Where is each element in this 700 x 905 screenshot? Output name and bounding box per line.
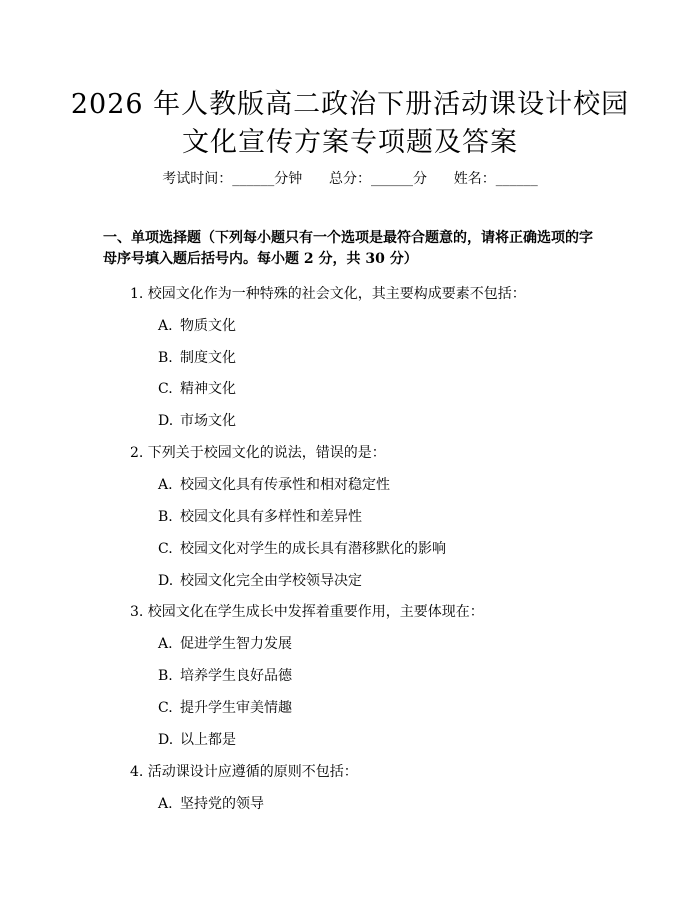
option-letter: A. xyxy=(158,636,173,652)
option-item xyxy=(158,665,292,685)
option-letter: D. xyxy=(158,413,174,429)
option-item xyxy=(158,315,236,335)
option-item xyxy=(158,538,446,558)
option-text: 校园文化具有多样性和差异性 xyxy=(180,509,362,525)
option-item xyxy=(158,474,390,494)
option-text: 校园文化对学生的成长具有潜移默化的影响 xyxy=(180,541,446,557)
option-text: 制度文化 xyxy=(180,350,236,366)
option-text: 坚持党的领导 xyxy=(180,796,264,812)
option-text: 培养学生良好品德 xyxy=(180,668,292,684)
option-item xyxy=(158,378,236,398)
section-heading: 一、单项选择题（下列每小题只有一个选项是最符合题意的，请将正确选项的字母序号填入题后括号内。每小题 2 分，共 30 分） xyxy=(103,230,593,267)
question-stem: 1. 校园文化作为一种特殊的社会文化，其主要构成要素不包括： xyxy=(130,286,526,302)
option-letter: A. xyxy=(158,477,173,493)
option-text: 校园文化具有传承性和相对稳定性 xyxy=(180,477,390,493)
exam-info: 考试时间：______分钟 总分：______分 姓名：______ xyxy=(162,171,538,187)
option-item xyxy=(158,570,362,590)
option-item xyxy=(158,506,362,526)
option-letter: A. xyxy=(158,318,173,334)
option-text: 物质文化 xyxy=(180,318,236,334)
question-stem: 2. 下列关于校园文化的说法，错误的是： xyxy=(130,445,386,461)
option-text: 提升学生审美情趣 xyxy=(180,700,292,716)
title-line-2: 文化宣传方案专项题及答案 xyxy=(182,127,518,158)
option-text: 精神文化 xyxy=(180,381,236,397)
option-item xyxy=(158,697,292,717)
option-letter: C. xyxy=(158,700,173,716)
option-letter: B. xyxy=(158,350,173,366)
option-letter: B. xyxy=(158,668,173,684)
option-text: 促进学生智力发展 xyxy=(180,636,292,652)
option-item xyxy=(158,410,236,430)
question-stem: 3. 校园文化在学生成长中发挥着重要作用，主要体现在： xyxy=(130,604,484,620)
option-item xyxy=(158,633,292,653)
option-letter: B. xyxy=(158,509,173,525)
option-text: 以上都是 xyxy=(180,732,236,748)
option-letter: C. xyxy=(158,541,173,557)
option-text: 校园文化完全由学校领导决定 xyxy=(180,573,362,589)
option-letter: D. xyxy=(158,732,174,748)
option-letter: C. xyxy=(158,381,173,397)
option-letter: D. xyxy=(158,573,174,589)
option-item xyxy=(158,347,236,367)
title-line-1: 2026 年人教版高二政治下册活动课设计校园 xyxy=(70,89,630,120)
option-item xyxy=(158,793,264,813)
question-stem: 4. 活动课设计应遵循的原则不包括： xyxy=(130,764,358,780)
option-item xyxy=(158,729,236,749)
option-text: 市场文化 xyxy=(180,413,236,429)
option-letter: A. xyxy=(158,796,173,812)
